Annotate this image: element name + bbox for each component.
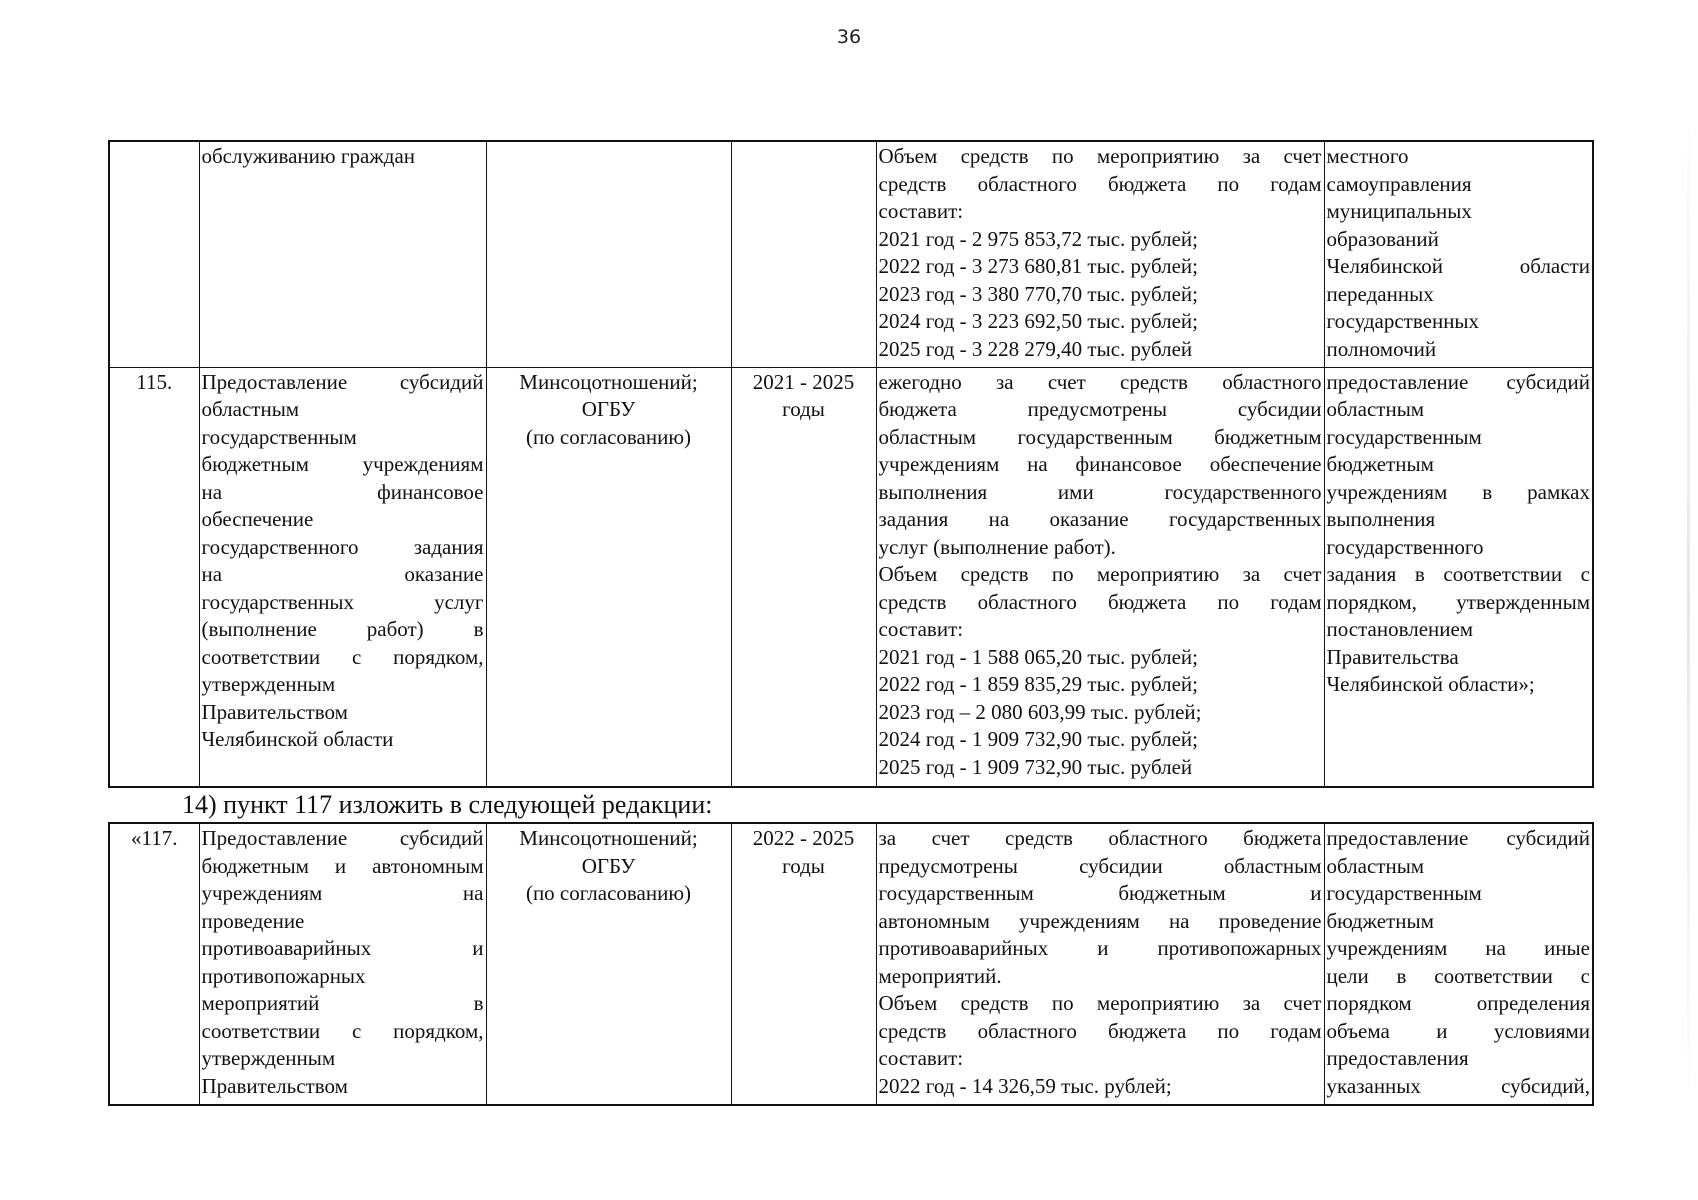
text-line: Правительством bbox=[201, 699, 348, 724]
text-line: соответствии с порядком, bbox=[201, 644, 484, 669]
text-line: бюджетным bbox=[1326, 452, 1434, 476]
text-line: Правительством bbox=[201, 1073, 348, 1098]
cell-result bbox=[1324, 367, 1593, 787]
text-line: противоаварийных и противопожарных bbox=[878, 936, 1322, 960]
text-line: предоставления bbox=[1326, 1046, 1469, 1070]
text-line: государственным bbox=[201, 424, 357, 449]
text-line: 2024 год - 1 909 732,90 тыс. рублей; bbox=[878, 727, 1199, 751]
text-line: за счет средств областного бюджета bbox=[878, 826, 1322, 850]
cell-name bbox=[199, 823, 486, 1105]
text-line: Минсоцотношений; bbox=[519, 369, 698, 394]
text-line: ОГБУ bbox=[581, 853, 636, 878]
cell-period bbox=[731, 141, 876, 367]
text-line: составит: bbox=[878, 617, 964, 641]
text-line: 2022 год - 14 326,59 тыс. рублей; bbox=[878, 1073, 1172, 1098]
text-line: областным государственным бюджетным bbox=[878, 424, 1322, 449]
text-line: учреждениям на bbox=[201, 881, 484, 905]
text-line: соответствии с порядком, bbox=[201, 1018, 484, 1043]
text-line: указанных субсидий, bbox=[1326, 1073, 1590, 1098]
text-line: государственным bbox=[1326, 881, 1482, 905]
text-line: бюджетным учреждениям bbox=[201, 452, 484, 476]
text-line: Объем средств по мероприятию за счет bbox=[878, 991, 1322, 1015]
cell-name bbox=[199, 367, 486, 787]
text-line: Челябинской области»; bbox=[1326, 672, 1535, 696]
text-line: 2022 - 2025 bbox=[752, 826, 855, 850]
text-line: учреждениям в рамках bbox=[1326, 479, 1590, 504]
text-line: бюджета предусмотрены субсидии bbox=[878, 397, 1322, 421]
cell-number: «117. bbox=[109, 823, 199, 1105]
text-line: порядком, утвержденным bbox=[1326, 589, 1590, 614]
text-line: учреждениям на иные bbox=[1326, 936, 1590, 960]
text-line: полномочий bbox=[1326, 336, 1437, 361]
text-line: объема и условиями bbox=[1326, 1018, 1590, 1043]
text-line: государственного задания bbox=[201, 534, 484, 559]
text-line: порядком определения bbox=[1326, 991, 1590, 1015]
text-line: (по согласованию) bbox=[525, 881, 692, 905]
text-line: цели в соответствии с bbox=[1326, 963, 1590, 988]
cell-description bbox=[876, 823, 1324, 1105]
text-line: противоаварийных и bbox=[201, 936, 484, 960]
text-line: 2021 год - 2 975 853,72 тыс. рублей; bbox=[878, 226, 1199, 251]
text-line: автономным учреждениям на проведение bbox=[878, 908, 1322, 933]
text-line: Челябинской области bbox=[1326, 254, 1590, 278]
text-line: Предоставление субсидий bbox=[201, 826, 484, 850]
text-line: ОГБУ bbox=[581, 397, 636, 421]
text-line: муниципальных bbox=[1326, 199, 1472, 223]
text-line: 2021 - 2025 bbox=[752, 369, 855, 394]
text-line: Челябинской области bbox=[201, 727, 394, 751]
text-line: местного bbox=[1326, 144, 1409, 168]
text-line: утвержденным bbox=[201, 1046, 336, 1070]
text-line: образований bbox=[1326, 226, 1439, 251]
text-line: задания в соответствии с bbox=[1326, 562, 1590, 586]
text-line: предусмотрены субсидии областным bbox=[878, 853, 1322, 878]
text-line: мероприятий в bbox=[201, 991, 484, 1015]
cell-number bbox=[109, 141, 199, 367]
table-row-115 bbox=[109, 367, 1593, 787]
text-line: государственным бюджетным и bbox=[878, 881, 1322, 905]
text-line: государственного bbox=[1326, 534, 1484, 559]
text-line: ежегодно за счет средств областного bbox=[878, 369, 1322, 394]
text-line: государственных услуг bbox=[201, 589, 484, 614]
text-line: переданных bbox=[1326, 281, 1434, 306]
text-line: Объем средств по мероприятию за счет bbox=[878, 562, 1322, 586]
text-line: проведение bbox=[201, 908, 305, 933]
text-line: учреждениям на финансовое обеспечение bbox=[878, 452, 1322, 476]
text-line: обеспечение bbox=[201, 507, 314, 531]
text-line: на оказание bbox=[201, 562, 484, 586]
cell-result bbox=[1324, 823, 1593, 1105]
cell-period bbox=[731, 367, 876, 787]
text-line: выполнения bbox=[1326, 507, 1436, 531]
section-caption: 14) пункт 117 изложить в следующей редакции: bbox=[182, 790, 713, 819]
cell-result bbox=[1324, 141, 1593, 367]
text-line: услуг (выполнение работ). bbox=[878, 534, 1116, 559]
cell-name bbox=[199, 141, 486, 367]
text-line: 2022 год - 3 273 680,81 тыс. рублей; bbox=[878, 254, 1199, 278]
cell-executor bbox=[486, 141, 731, 367]
text-line: задания на оказание государственных bbox=[878, 507, 1322, 531]
text-line: 2025 год - 1 909 732,90 тыс. рублей bbox=[878, 754, 1193, 779]
text-line: составит: bbox=[878, 199, 964, 223]
text-line: областным bbox=[1326, 397, 1425, 421]
text-line: утвержденным bbox=[201, 672, 336, 696]
cell-executor bbox=[486, 367, 731, 787]
cell-period bbox=[731, 823, 876, 1105]
text-line: Минсоцотношений; bbox=[519, 826, 698, 850]
table-row-117 bbox=[109, 823, 1593, 1105]
cell-description bbox=[876, 367, 1324, 787]
text-line: Правительства bbox=[1326, 644, 1459, 669]
text-line: средств областного бюджета по годам bbox=[878, 1018, 1322, 1043]
text-line: 2021 год - 1 588 065,20 тыс. рублей; bbox=[878, 644, 1199, 669]
text-line: (выполнение работ) в bbox=[201, 617, 484, 641]
text-line: бюджетным и автономным bbox=[201, 853, 484, 878]
text-line: Объем средств по мероприятию за счет bbox=[878, 144, 1322, 168]
text-line: противопожарных bbox=[201, 963, 366, 988]
text-line: составит: bbox=[878, 1046, 964, 1070]
text-line: бюджетным bbox=[1326, 908, 1434, 933]
table-row-continued bbox=[109, 141, 1593, 367]
text-line: на финансовое bbox=[201, 479, 484, 504]
cell-executor bbox=[486, 823, 731, 1105]
text-line: средств областного бюджета по годам bbox=[878, 589, 1322, 614]
scan-edge-shadow bbox=[1687, 80, 1690, 1130]
text-line: (по согласованию) bbox=[525, 424, 692, 449]
text-line: областным bbox=[201, 397, 300, 421]
text-line: 2023 год – 2 080 603,99 тыс. рублей; bbox=[878, 699, 1202, 724]
text-line: государственным bbox=[1326, 424, 1482, 449]
cell-number: 115. bbox=[109, 367, 199, 787]
text-line: постановлением bbox=[1326, 617, 1474, 641]
text-line: мероприятий. bbox=[878, 963, 1002, 988]
page-number: 36 bbox=[836, 26, 862, 48]
text-line: выполнения ими государственного bbox=[878, 479, 1322, 504]
text-line: годы bbox=[782, 397, 825, 421]
text-line: годы bbox=[782, 853, 825, 878]
text-line: обслуживанию граждан bbox=[201, 144, 416, 168]
text-line: самоуправления bbox=[1326, 171, 1472, 196]
text-line: государственных bbox=[1326, 309, 1480, 333]
measures-table-top bbox=[108, 140, 1594, 788]
text-line: 2022 год - 1 859 835,29 тыс. рублей; bbox=[878, 672, 1199, 696]
text-line: 2025 год - 3 228 279,40 тыс. рублей bbox=[878, 336, 1193, 361]
measures-table-bottom bbox=[108, 822, 1594, 1106]
text-line: 2024 год - 3 223 692,50 тыс. рублей; bbox=[878, 309, 1199, 333]
text-line: средств областного бюджета по годам bbox=[878, 171, 1322, 196]
cell-description bbox=[876, 141, 1324, 367]
text-line: 2023 год - 3 380 770,70 тыс. рублей; bbox=[878, 281, 1199, 306]
text-line: областным bbox=[1326, 853, 1425, 878]
text-line: предоставление субсидий bbox=[1326, 369, 1590, 394]
text-line: Предоставление субсидий bbox=[201, 369, 484, 394]
text-line: предоставление субсидий bbox=[1326, 826, 1590, 850]
